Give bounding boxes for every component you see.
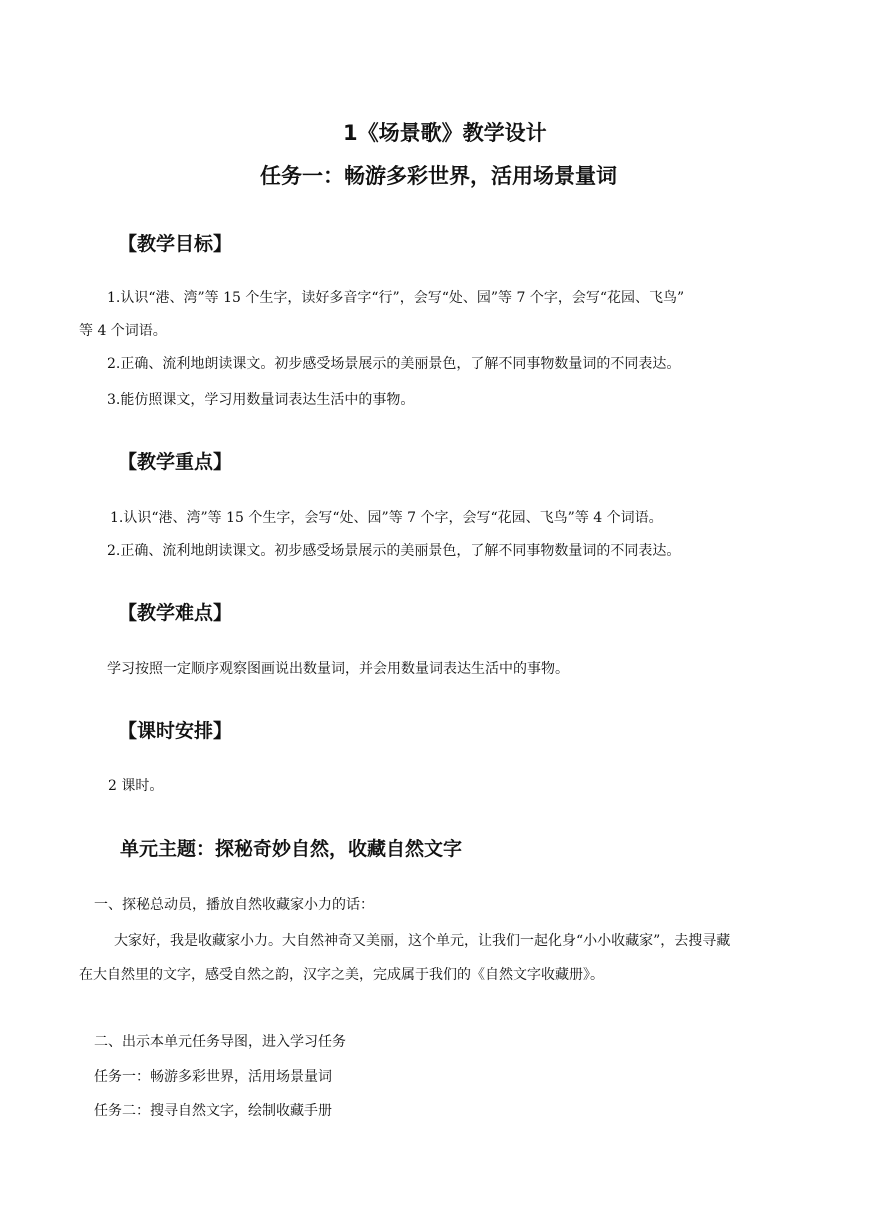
unit-theme-heading: 单元主题：探秘奇妙自然，收藏自然文字: [120, 838, 463, 860]
keypoints-item-1: 1.认识“港、湾”等 15 个生字，会写“处、园”等 7 个字，会写“花园、飞鸟”等 4 个词语。: [110, 510, 663, 526]
objectives-item-3: 3.能仿照课文，学习用数量词表达生活中的事物。: [107, 392, 415, 408]
objectives-item-2: 2.正确、流利地朗读课文。初步感受场景展示的美丽景色，了解不同事物数量词的不同表达。: [107, 356, 681, 372]
keypoints-heading: 【教学重点】: [118, 451, 233, 473]
objectives-item-1-line-1: 1.认识“港、湾”等 15 个生字，读好多音字“行”，会写“处、园”等 7 个字，会写“花园、飞鸟”: [107, 290, 685, 306]
document-title: 1《场景歌》教学设计: [343, 121, 547, 145]
unit-step-1-paragraph-line-2: 在大自然里的文字，感受自然之韵，汉字之美，完成属于我们的《自然文字收藏册》。: [79, 967, 604, 983]
schedule-heading: 【课时安排】: [118, 720, 233, 742]
unit-task-1: 任务一：畅游多彩世界，活用场景量词: [94, 1069, 332, 1085]
schedule-item-1: 2 课时。: [108, 778, 164, 794]
keypoints-item-2: 2.正确、流利地朗读课文。初步感受场景展示的美丽景色，了解不同事物数量词的不同表达。: [107, 543, 681, 559]
unit-task-2: 任务二：搜寻自然文字，绘制收藏手册: [94, 1103, 332, 1119]
objectives-heading: 【教学目标】: [118, 233, 233, 255]
difficulties-heading: 【教学难点】: [118, 602, 233, 624]
document-subtitle: 任务一：畅游多彩世界，活用场景量词: [260, 164, 617, 188]
difficulties-item-1: 学习按照一定顺序观察图画说出数量词，并会用数量词表达生活中的事物。: [107, 661, 569, 677]
unit-step-2-title: 二、出示本单元任务导图，进入学习任务: [94, 1034, 346, 1050]
unit-step-1-paragraph-line-1: 大家好，我是收藏家小力。大自然神奇又美丽，这个单元，让我们一起化身“小小收藏家”，去搜寻藏: [114, 933, 731, 949]
objectives-item-1-line-2: 等 4 个词语。: [79, 323, 167, 339]
unit-step-1-title: 一、探秘总动员，播放自然收藏家小力的话：: [94, 897, 374, 913]
